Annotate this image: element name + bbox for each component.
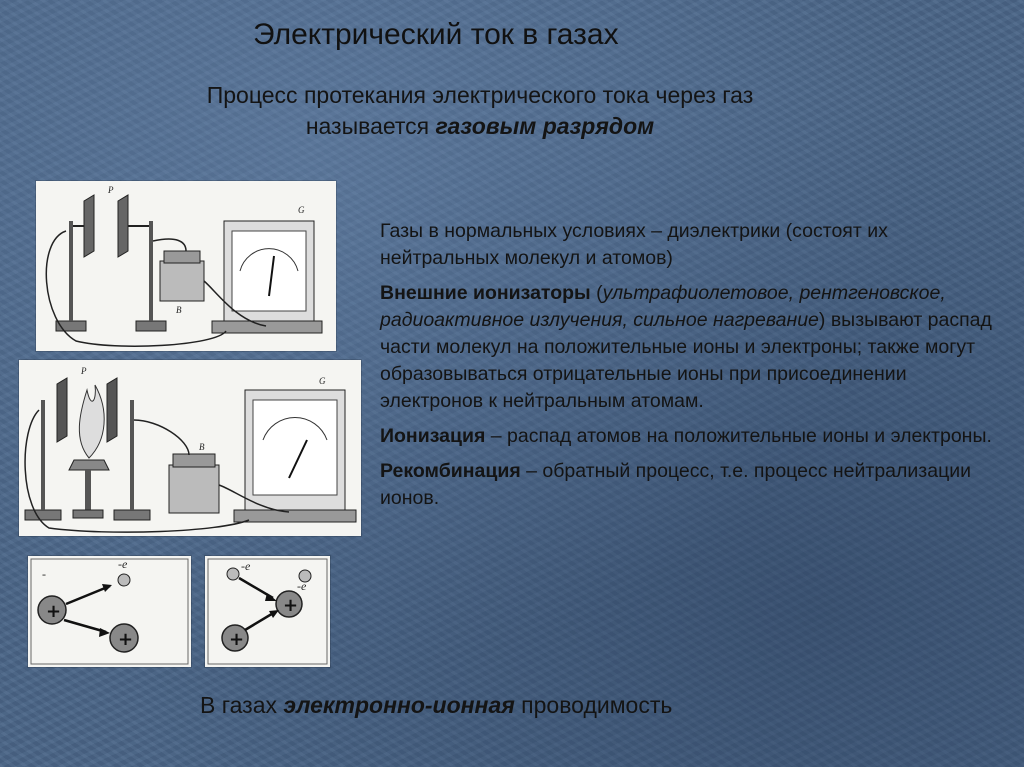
ionization-diagram (28, 556, 191, 667)
circuit-drawing-1 (36, 181, 336, 351)
subtitle (100, 80, 860, 142)
ionization-rest: – распад атомов на положительные ионы и электроны. (485, 425, 992, 447)
plus-sign-3: + (283, 595, 299, 616)
subtitle-line-1: Процесс протекания электрического тока через газ (206, 82, 754, 108)
ionizer-examples: ультрафиолетовое, рентгеновское, радиоактивное излучения, сильное нагревание (380, 282, 946, 331)
electron-label-2: -e (241, 559, 251, 573)
meter-label-1: G (298, 205, 305, 215)
plus-sign-4: + (229, 629, 245, 650)
paragraph-ionization (380, 423, 1010, 450)
paragraph-ionizers (380, 280, 1010, 415)
subtitle-emphasis: газовым разрядом (435, 113, 655, 139)
term-ionization: Ионизация (380, 425, 486, 447)
recombination-diagram (205, 556, 330, 667)
paragraph-dielectrics: Газы в нормальных условиях – диэлектрики (состоят их нейтральных молекул и атомов) (380, 220, 888, 269)
plate-label-1: P (108, 185, 114, 195)
circuit-figure-no-ionizer (36, 181, 336, 351)
electron-label-1: -e (118, 557, 128, 571)
main-text (380, 218, 1010, 520)
meter-label-2: G (319, 376, 326, 386)
plus-sign-2: + (118, 629, 134, 650)
slide-title: Электрический ток в газах (253, 18, 619, 51)
footer-statement (200, 692, 672, 719)
plate-label-2: P (81, 366, 87, 376)
battery-label-1: B (176, 305, 182, 315)
paren-open: ( (590, 282, 603, 304)
recombination-drawing (205, 556, 330, 667)
negative-sign-1: - (42, 567, 46, 581)
subtitle-plain: называется (305, 113, 436, 139)
circuit-drawing-2 (19, 360, 361, 536)
ionization-drawing (28, 556, 191, 667)
plus-sign-1: + (46, 601, 62, 622)
battery-label-2: B (199, 442, 205, 452)
recombination-rest: – обратный процесс, т.е. процесс нейтрализации ионов. (380, 460, 972, 509)
footer-emphasis: электронно-ионная (283, 692, 515, 718)
footer-prefix: В газах (200, 692, 284, 718)
term-ionizers: Внешние ионизаторы (380, 282, 591, 304)
electron-label-3: -e (297, 579, 307, 593)
paragraph-recombination (380, 458, 1010, 512)
term-recombination: Рекомбинация (380, 460, 521, 482)
subtitle-line-2 (100, 111, 860, 142)
circuit-figure-with-flame (19, 360, 361, 536)
ionizers-rest: ) вызывают распад части молекул на положительные ионы и электроны; также могут образовываться отрицательные ионы при присоединении электронов к нейтральным атомам. (380, 309, 992, 412)
footer-suffix: проводимость (514, 692, 673, 718)
